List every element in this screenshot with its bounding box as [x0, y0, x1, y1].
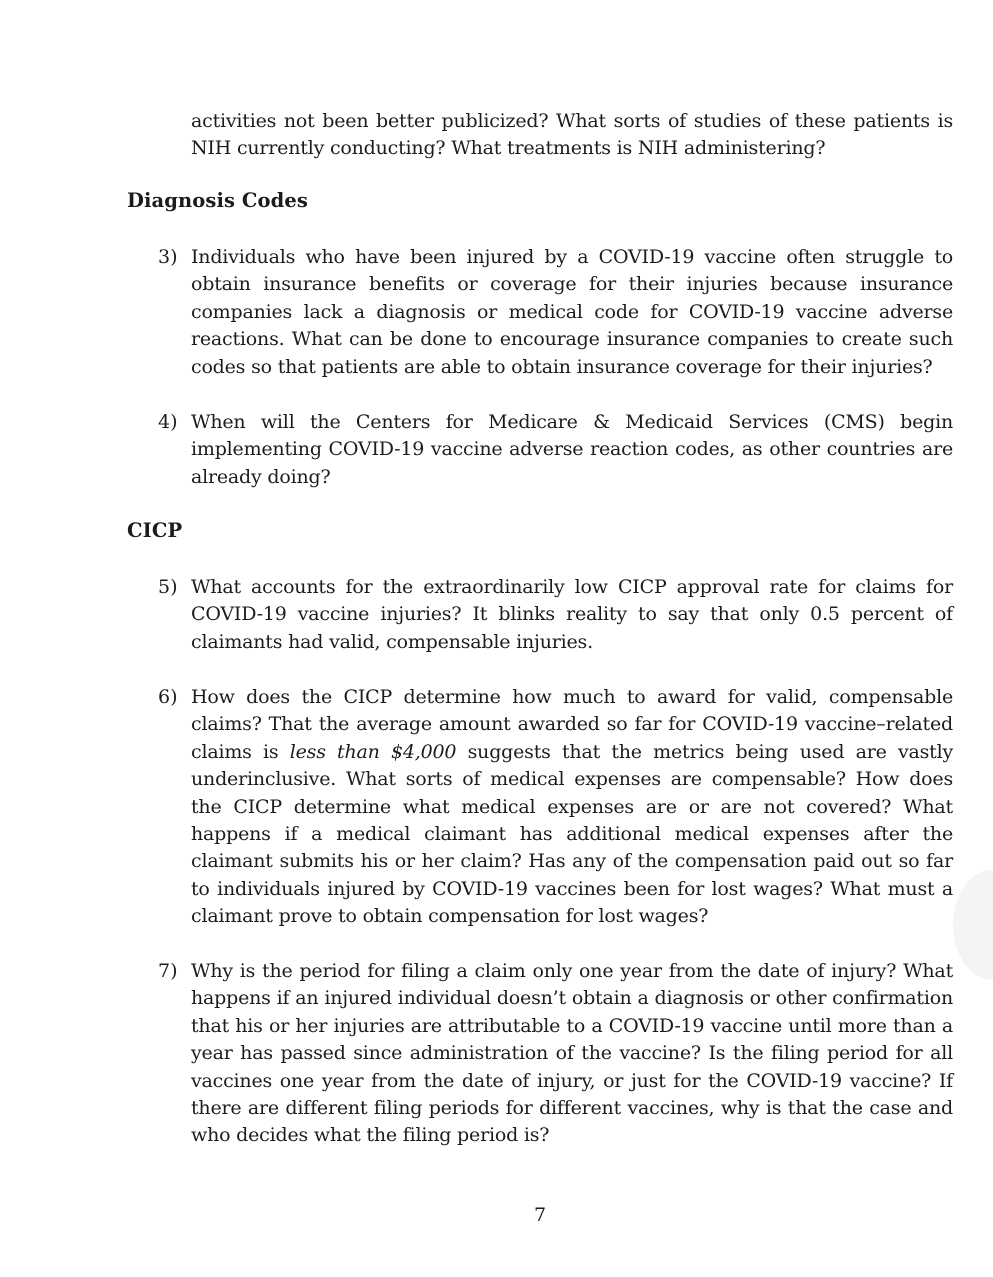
item-number: 6)	[158, 686, 178, 708]
item-text-part: How does the CICP determine how much to award for valid, compensable claims? That the average amount awarded so far for COVID-19 vaccine–related claims is	[191, 686, 953, 763]
page-edge-shadow	[953, 870, 993, 980]
item-text: Individuals who have been injured by a COVID-19 vaccine often struggle to obtain insurance benefits or coverage for their injuries because insurance companies lack a diagnosis or medical code for COVID-19 vaccine adverse reactions. What can be done to encourage insurance companies to create such codes so that patients are able to obtain insurance coverage for their injuries?	[191, 246, 953, 378]
section-heading-cicp: CICP	[127, 519, 183, 542]
section-heading-diagnosis-codes: Diagnosis Codes	[127, 189, 308, 212]
item-number: 5)	[158, 576, 178, 598]
emphasized-amount: less than $4,000	[289, 740, 457, 763]
item-number: 7)	[158, 960, 178, 982]
page-number: 7	[533, 1204, 547, 1226]
item-text: What accounts for the extraordinarily low CICP approval rate for claims for COVID-19 vaccine injuries? It blinks reality to say that only 0.5 percent of claimants had valid, compensable injuries.	[191, 576, 953, 653]
item-text: Why is the period for filing a claim only one year from the date of injury? What happens if an injured individual doesn’t obtain a diagnosis or other confirmation that his or her injuries are attributable to a COVID-19 vaccine until more than a year has passed since administration of the vaccine? Is the filing period for all vaccines one year from the date of injury, or just for the COVID-19 vaccine? If there are different filing periods for different vaccines, why is that the case and who decides what the filing period is?	[191, 960, 953, 1147]
item-number: 4)	[158, 411, 178, 433]
item-number: 3)	[158, 246, 178, 268]
item-text	[191, 684, 953, 931]
item-text-part: suggests that the metrics being used are vastly underinclusive. What sorts of medical expenses are compensable? How does the CICP determine what medical expenses are or are not covered? What happens if a medical claimant has additional medical expenses after the claimant submits his or her claim? Has any of the compensation paid out so far to individuals injured by COVID-19 vaccines been for lost wages? What must a claimant prove to obtain compensation for lost wages?	[191, 740, 954, 928]
continuation-paragraph: activities not been better publicized? What sorts of studies of these patients is NIH currently conducting? What treatments is NIH administering?	[191, 110, 953, 160]
item-text: When will the Centers for Medicare & Medicaid Services (CMS) begin implementing COVID-19 vaccine adverse reaction codes, as other countries are already doing?	[191, 411, 953, 488]
